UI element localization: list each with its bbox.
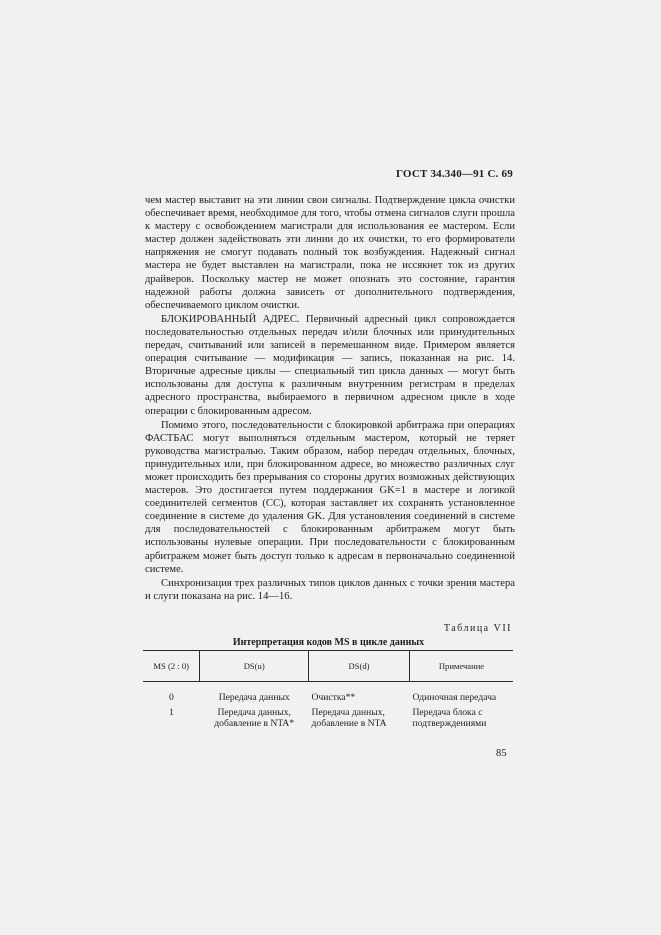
table-row <box>143 682 513 704</box>
table-row <box>143 703 513 729</box>
header-ds-u: DS(u) <box>200 651 309 682</box>
page-header: ГОСТ 34.340—91 С. 69 <box>396 168 513 180</box>
paragraph-1: чем мастер выставит на эти линии свои сигналы. Подтверждение цикла очистки обеспечивает время, необходимое для того, чтобы отмена сигналов слуги прошла к мастеру с освобождением магистрали для использования ее мастером. Если мастер должен задействовать эти линии до их очистки, то его формирователи напряжения не смогут подавать полный ток возбуждения. Надежный сигнал мастера не будет выставлен на магистрали, пока не иссякнет ток из других драйверов. Поскольку мастер не может опознать это состояние, гарантия надежной работы должна зависеть от дополнительного подтверждения, обеспечиваемого циклом очистки. <box>145 195 515 311</box>
body-text <box>145 194 515 603</box>
page-number: 85 <box>496 748 507 759</box>
ms-codes-table <box>143 650 513 729</box>
cell-ms: 0 <box>169 692 174 703</box>
table-label: Таблица VII <box>443 623 512 634</box>
cell-note: Передача блока с подтверждениями <box>412 707 487 729</box>
cell-ds-u: Передача данных, добавление в NTA* <box>214 707 295 729</box>
table-header-row <box>143 651 513 682</box>
paragraph-2: БЛОКИРОВАННЫЙ АДРЕС. Первичный адресный цикл сопровождается последовательностью отдельных передач и/или блочных или принудительных передач, считываний или записей в перемешанном виде. Примером является операция считывание — модификация — запись, показанная на рис. 14. Вторичные адресные циклы — специальный тип цикла данных — могут быть использованы для доступа к различным внутренним регистрам в пределах адресного пространства, выбираемого в первичном адресном цикле в ходе операции с блокированным адресом. <box>145 313 515 417</box>
paragraph-3: Помимо этого, последовательности с блокировкой арбитража при операциях ФАСТБАС могут выполняться отдельным мастером, который не теряет руководства магистралью. Таким образом, набор передач отдельных, блочных, принудительных или, при блокированном адресе, во множество различных слуг может происходить без прерывания со стороны других возможных действующих мастеров. Это достигается путем поддержания GK=1 в мастере и логикой соединителей сегментов (СС), которая заставляет их сохранять установленное соединение в системе до удаления GK. Для установления соединений в системе для последовательностей с блокированным арбитражем могут быть использованы нулевые операции. При последовательности с блокированным арбитражем может быть доступ только к адресам в первоначально соединенной системе. <box>145 419 515 575</box>
paragraph-4: Синхронизация трех различных типов циклов данных с точки зрения мастера и слуги показана на рис. 14—16. <box>145 577 515 602</box>
header-ds-d: DS(d) <box>309 651 410 682</box>
cell-note: Одиночная передача <box>412 692 497 703</box>
cell-ds-d: Передача данных, добавление в NTA <box>311 707 387 729</box>
header-ms: MS (2 : 0) <box>143 651 200 682</box>
cell-ds-d: Очистка** <box>311 692 356 703</box>
cell-ms: 1 <box>169 707 174 718</box>
cell-ds-u: Передача данных <box>218 692 290 703</box>
header-note: Примечание <box>409 651 513 682</box>
table-title: Интерпретация кодов MS в цикле данных <box>232 637 425 648</box>
